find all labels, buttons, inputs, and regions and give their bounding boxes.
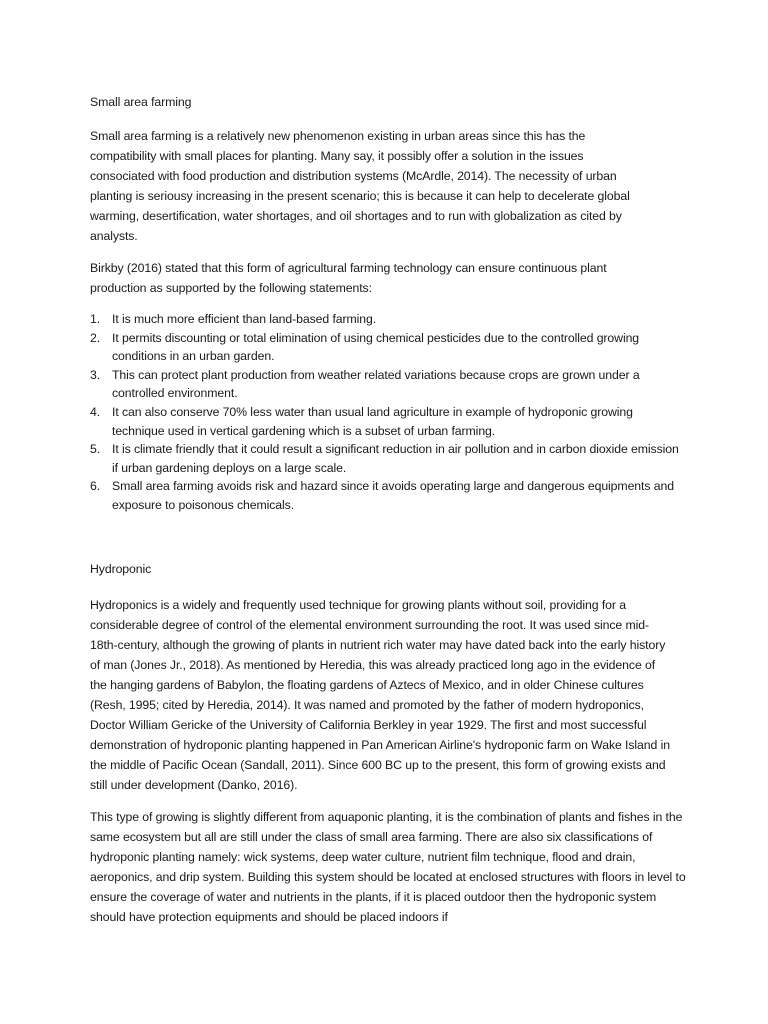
section-heading-hydroponic: Hydroponic — [90, 561, 152, 576]
list-item — [90, 329, 680, 366]
list-item — [90, 440, 680, 477]
paragraph-hydroponics-history: Hydroponics is a widely and frequently used technique for growing plants without soil, providing for a considerable degree of control of the elemental environment surrounding the root. It was used since mid-18th-century, although the growing of plants in nutrient rich water may have dated back into the early history of man (Jones Jr., 2018). As mentioned by Heredia, this was already practiced long ago in the evidence of the hanging gardens of Babylon, the floating gardens of Aztecs of Mexico, and in older Chinese cultures (Resh, 1995; cited by Heredia, 2014). It was named and promoted by the father of modern hydroponics, Doctor William Gericke of the University of California Berkley in year 1929. The first and most successful demonstration of hydroponic planting happened in Pan American Airline's hydroponic farm on Wake Island in the middle of Pacific Ocean (Sandall, 2011). Since 600 BC up to the present, this form of growing exists and still under development (Danko, 2016). — [90, 597, 670, 792]
paragraph-hydroponics-types: This type of growing is slightly different from aquaponic planting, it is the combination of plants and fishes in the same ecosystem but all are still under the class of small area farming. There are also six classifications of hydroponic planting namely: wick systems, deep water culture, nutrient film technique, flood and drain, aeroponics, and drip system. Building this system should be located at enclosed structures with floors in level to ensure the coverage of water and nutrients in the plants, if it is placed outdoor then the hydroponic system should have protection equipments and should be placed indoors if — [90, 809, 686, 924]
benefits-list — [90, 310, 680, 515]
list-item-text: It is much more efficient than land-based farming. — [112, 312, 377, 326]
list-item-number: 4. — [90, 404, 101, 419]
document-page — [90, 92, 690, 939]
list-item-text: Small area farming avoids risk and hazard since it avoids operating large and dangerous equipments and exposure to poisonous chemicals. — [112, 479, 674, 512]
list-item — [90, 310, 680, 329]
paragraph-birkby-statement: Birkby (2016) stated that this form of agricultural farming technology can ensure continuous plant production as supported by the following statements: — [90, 261, 607, 295]
list-item — [90, 477, 680, 514]
list-item-number: 2. — [90, 330, 101, 345]
list-item-number: 5. — [90, 442, 101, 457]
list-item-text: It is climate friendly that it could result a significant reduction in air pollution and in carbon dioxide emission if urban gardening deploys on a large scale. — [112, 442, 679, 475]
list-item-text: It can also conserve 70% less water than usual land agriculture in example of hydroponic growing technique used in vertical gardening which is a subset of urban farming. — [112, 404, 633, 438]
list-item-number: 1. — [90, 312, 101, 326]
section-spacer — [90, 515, 690, 559]
section-heading-small-area-farming: Small area farming — [90, 95, 192, 109]
list-item-number: 3. — [90, 367, 101, 382]
list-item — [90, 403, 680, 440]
list-item-number: 6. — [90, 479, 101, 494]
list-item-text: It permits discounting or total elimination of using chemical pesticides due to the controlled growing conditions in an urban garden. — [112, 330, 640, 364]
list-item-text: This can protect plant production from weather related variations because crops are grown under a controlled environment. — [112, 367, 640, 401]
paragraph-small-area-farming-intro: Small area farming is a relatively new phenomenon existing in urban areas since this has the compatibility with small places for planting. Many say, it possibly offer a solution in the issues consociated with food production and distribution systems (McArdle, 2014). The necessity of urban planting is seriousy increasing in the present scenario; this is because it can help to decelerate global warming, desertification, water shortages, and oil shortages and to run with globalization as cited by analysts. — [90, 129, 630, 243]
list-item — [90, 366, 680, 403]
